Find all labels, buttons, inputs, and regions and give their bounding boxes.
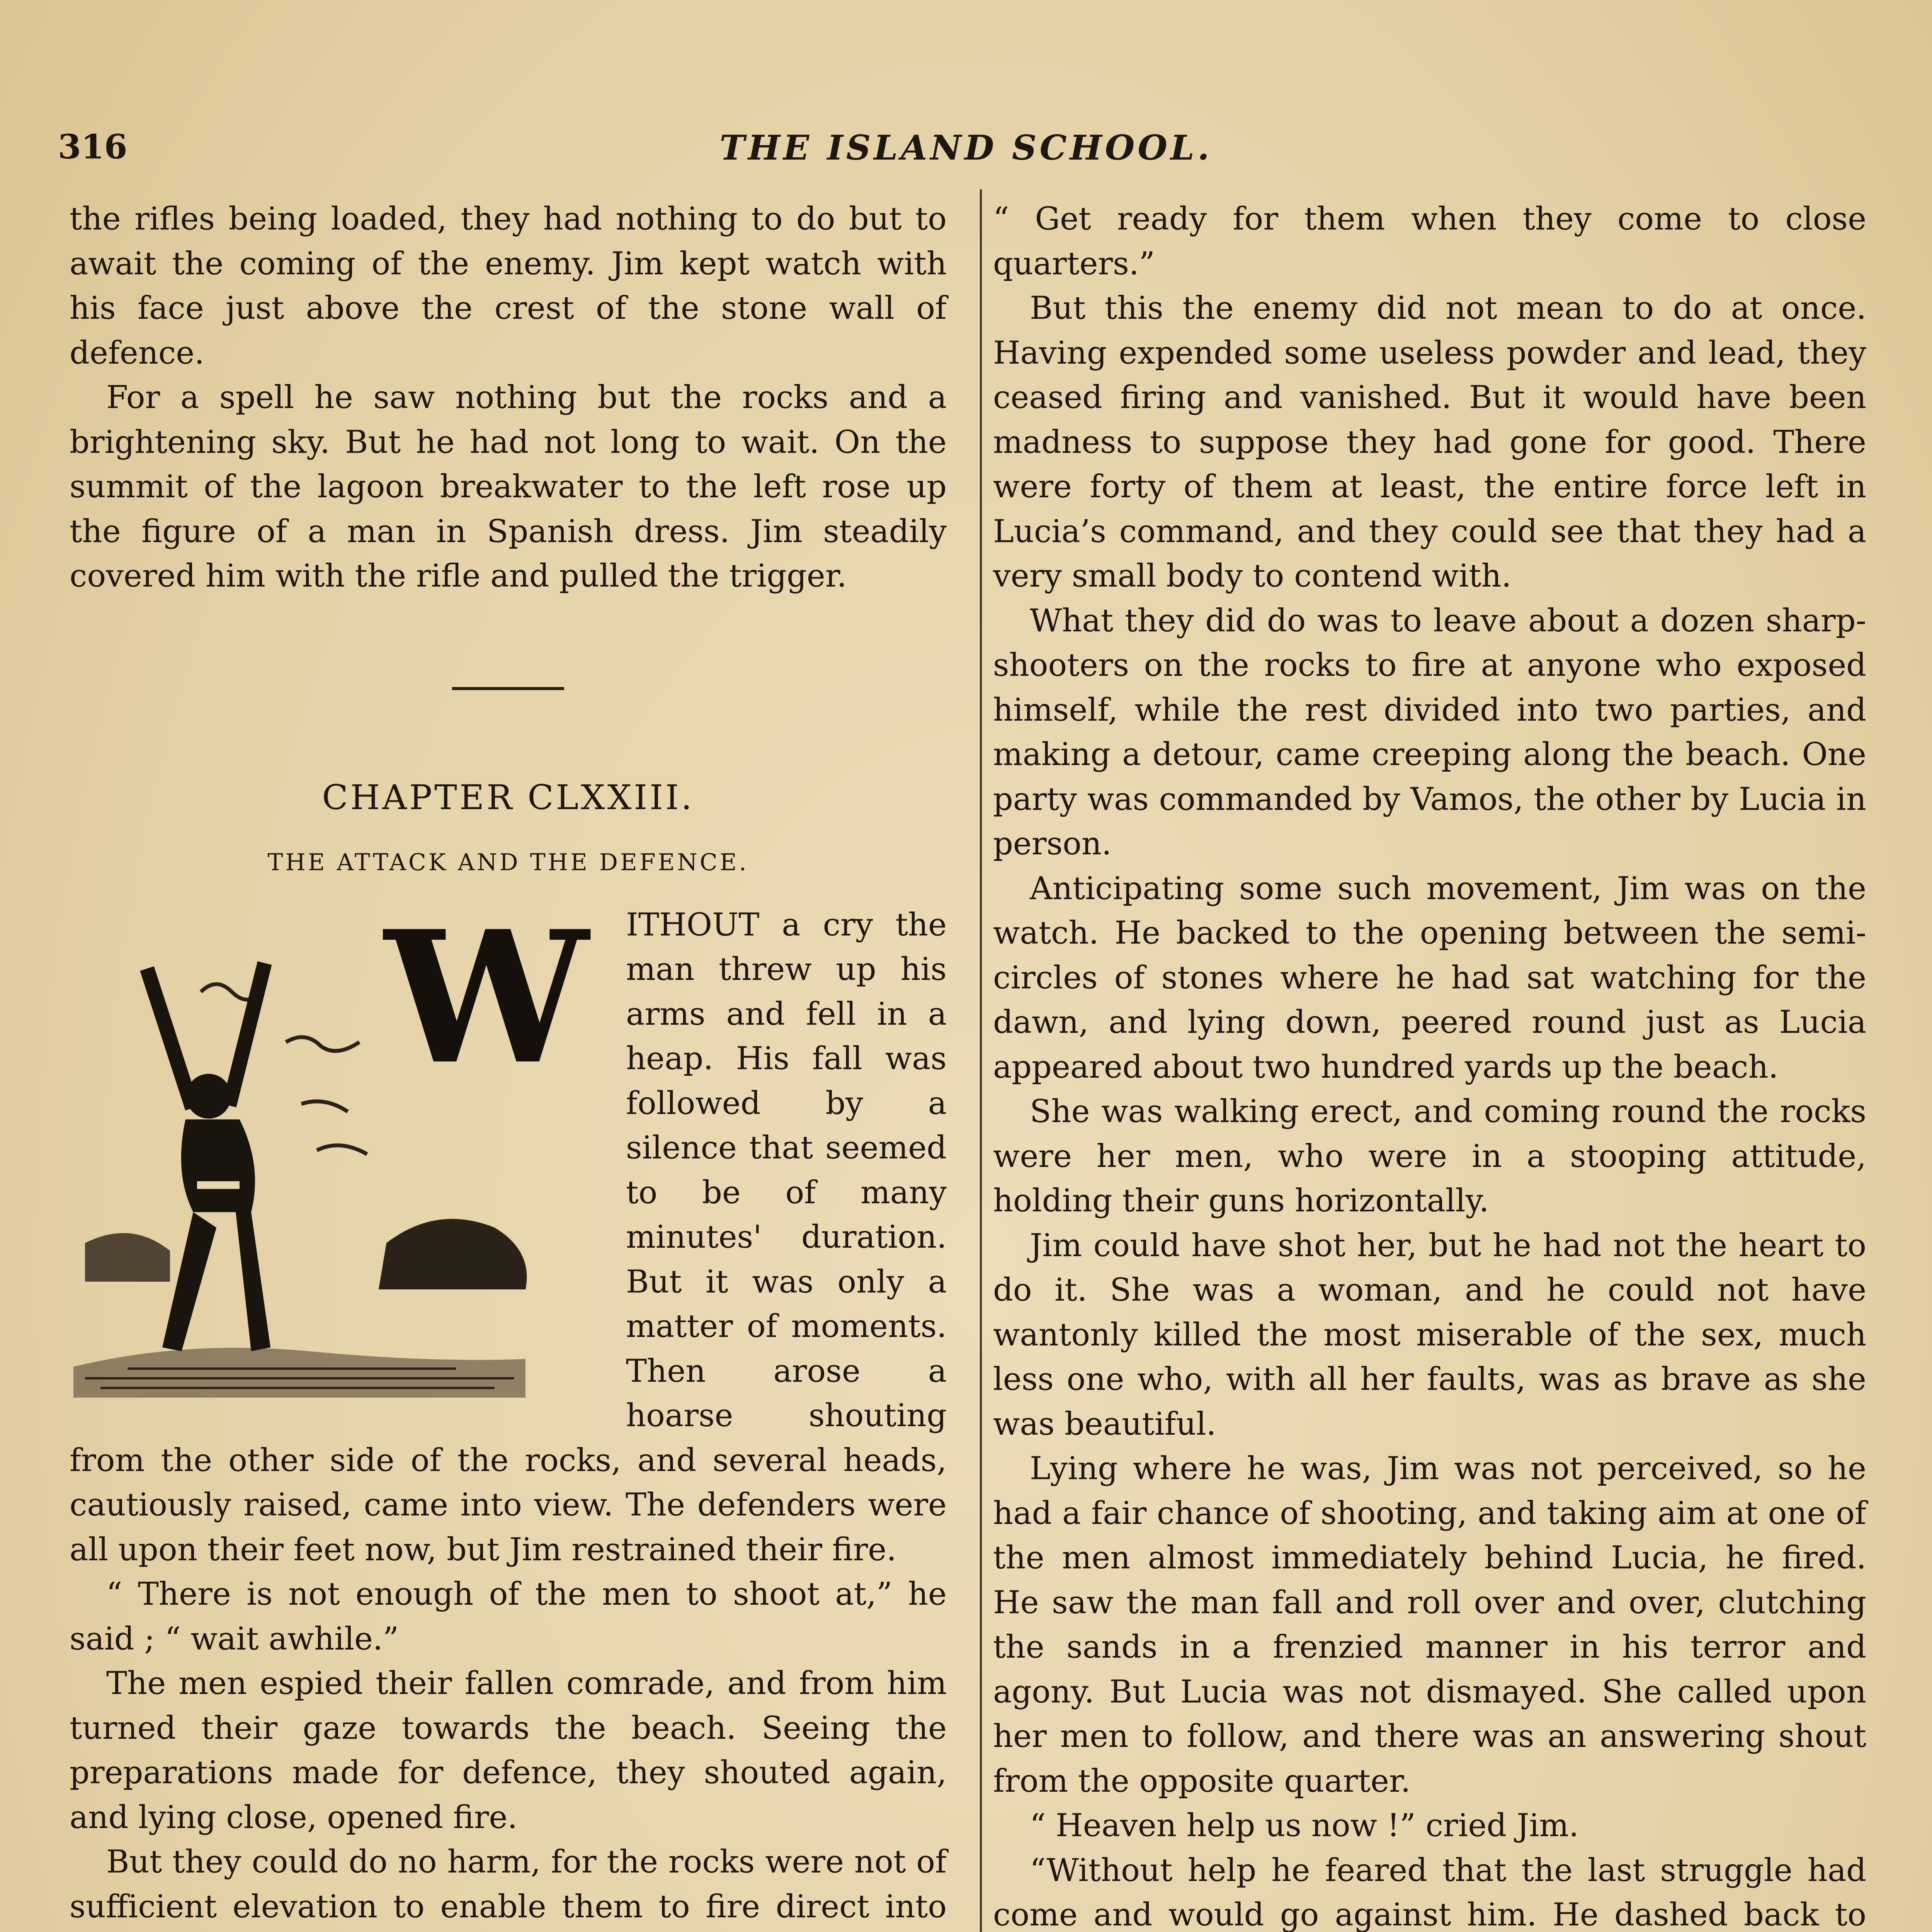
page-number: 316 (58, 128, 128, 167)
chapter-subtitle: THE ATTACK AND THE DEFENCE. (267, 849, 749, 876)
paragraph: Jim could have shot her, but he had not the heart to do it. She was a woman, and he could not have wantonly killed the most miserable of the sex, much less one who, with all her faults, was as brave as she was beautiful. (993, 1227, 1866, 1442)
paragraph: Lying where he was, Jim was not perceived, so he had a fair chance of shooting, and taking aim at one of the men almost immediately behind Lucia, he fired. He saw the man fall and roll over and over, clutching the sands in a frenzied manner in his terror and agony. But Lucia was not dismayed. She called upon her men to follow, and there was an answering shout from the opposite quarter. (993, 1451, 1866, 1799)
paragraph: “ There is not enough of the men to shoot at,” he said ; “ wait awhile.” (70, 1576, 947, 1657)
chapter-title: CHAPTER CLXXIII. (322, 777, 694, 817)
running-header (58, 128, 1874, 174)
column-divider (980, 189, 982, 1932)
running-title: THE ISLAND SCHOOL. (719, 128, 1213, 168)
paragraph: She was walking erect, and coming round the rocks were her men, who were in a stooping attitude, holding their guns horizontally. (993, 1094, 1866, 1219)
paragraph: The men espied their fallen comrade, and from him turned their gaze towards the beach. Seeing the preparations made for defence, they shouted again, and lying close, opened fire. (70, 1665, 947, 1836)
paragraph: What they did do was to leave about a dozen sharp-shooters on the rocks to fire at anyone who exposed himself, while the rest divided into two parties, and making a detour, came creeping along the beach. One party was commanded by Vamos, the other by Lucia in person. (993, 602, 1866, 862)
left-column (70, 197, 947, 1932)
drop-cap-illustration (70, 891, 614, 1405)
paragraph: “ Heaven help us now !” cried Jim. (1030, 1808, 1579, 1844)
right-column (993, 197, 1866, 1932)
paragraph: the rifles being loaded, they had nothing to do but to await the coming of the enemy. Jim kept watch with his face just above the crest of the stone wall of defence. (70, 201, 947, 371)
section-separator (452, 687, 564, 690)
paragraph: Anticipating some such movement, Jim was on the watch. He backed to the opening between the semi-circles of stones where he had sat watching for the dawn, and lying down, peered round just as Lucia appeared about two hundred yards up the beach. (993, 870, 1866, 1085)
paragraph: For a spell he saw nothing but the rocks and a brightening sky. But he had not long to wait. On the summit of the lagoon breakwater to the left rose up the figure of a man in Spanish dress. Jim steadily covered him with the rifle and pulled the trigger. (70, 379, 947, 594)
drop-cap-letter: W (384, 891, 588, 1104)
paragraph: ITHOUT a cry the man threw up his arms and fell in a heap. His fall was followed by a silence that seemed to be of many minutes' duration. But it was only a matter of moments. Then arose a hoarse shouting from the other side of the rocks, and several heads, cautiously raised, came into view. The defenders were all upon their feet now, but Jim restrained their fire. (70, 906, 947, 1568)
paragraph: But this the enemy did not mean to do at once. Having expended some useless powder and lead, they ceased firing and vanished. But it would have been madness to suppose they had gone for good. There were forty of them at least, the entire force left in Lucia’s command, and they could see that they had a very small body to contend with. (993, 290, 1866, 594)
paragraph: But they could do no harm, for the rocks were not of sufficient elevation to enable them to fire direct into (70, 1844, 947, 1925)
paragraph: “ Get ready for them when they come to close quarters.” (993, 201, 1866, 282)
paragraph: “Without help he feared that the last struggle had come and would go against him. He dashed back to (993, 1852, 1866, 1932)
